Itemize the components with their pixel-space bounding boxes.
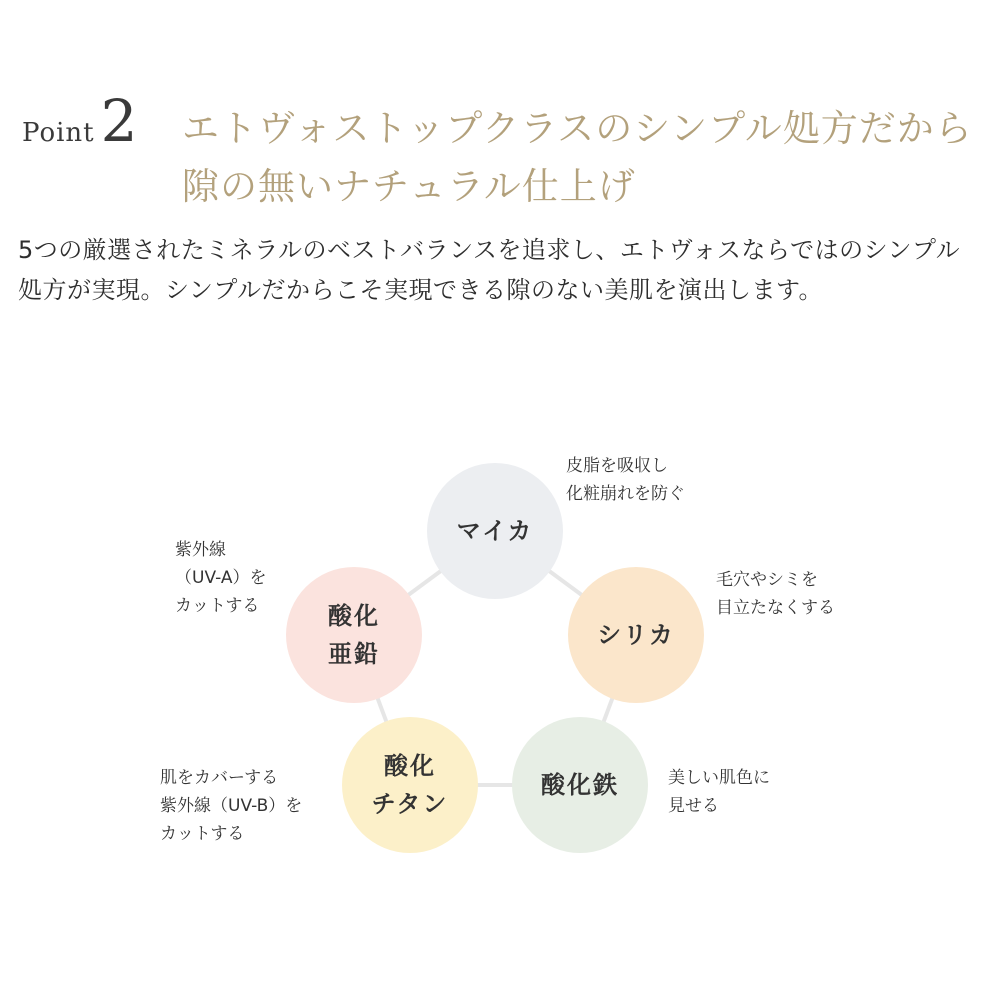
mineral-silica [568,567,704,703]
mineral-titanium-oxide [342,717,478,853]
point-number: 2 [100,87,138,155]
point-word: Point [22,118,95,148]
mineral-label: 酸化鉄 [541,771,619,799]
mineral-label: シリカ [597,621,675,649]
mineral-mica [427,463,563,599]
headline-line-1: エトヴォストップクラスのシンプル処方だから [182,107,973,150]
mineral-caption: 肌をカバーする 紫外線（UV-B）を カットする [160,768,303,844]
mineral-caption: 紫外線 （UV-A）を カットする [175,540,267,616]
mineral-label: 酸化 亜鉛 [328,602,380,668]
mineral-caption: 美しい肌色に 見せる [668,768,770,816]
body-text: 5つの厳選されたミネラルのベストバランスを追求し、エトヴォスならではのシンプル処方が実現。シンプルだからこそ実現できる隙のない美肌を演出します。 [18,236,961,304]
mineral-caption: 皮脂を吸収し 化粧崩れを防ぐ [566,456,685,504]
mineral-label: マイカ [456,517,534,545]
mineral-iron-oxide [512,717,648,853]
mineral-label: 酸化 チタン [371,752,449,818]
mineral-zinc-oxide [286,567,422,703]
headline-line-2: 隙の無いナチュラル仕上げ [182,165,636,208]
mineral-caption: 毛穴やシミを 目立たなくする [716,570,835,618]
